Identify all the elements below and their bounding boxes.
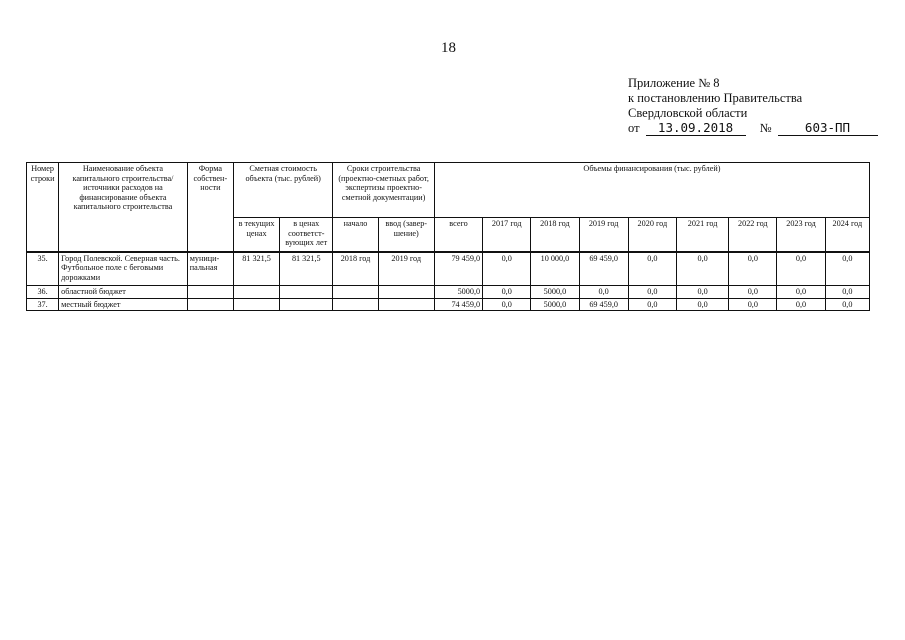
row-year-prices: [280, 286, 333, 299]
row-number: 37.: [27, 298, 59, 311]
row-ownership: [187, 286, 233, 299]
table-row: [27, 298, 870, 311]
row-year-prices: 81 321,5: [280, 252, 333, 286]
row-2024: 0,0: [825, 286, 869, 299]
row-commissioning: 2019 год: [378, 252, 434, 286]
header-start: начало: [333, 218, 378, 252]
header-financing: Объемы финансирования (тыс. рублей): [434, 163, 869, 218]
row-2019: 69 459,0: [579, 298, 628, 311]
row-commissioning: [378, 286, 434, 299]
row-ownership: муници-пальная: [187, 252, 233, 286]
row-2017: 0,0: [483, 252, 531, 286]
row-2018: 10 000,0: [531, 252, 579, 286]
row-2017: 0,0: [483, 298, 531, 311]
page-number: 18: [441, 40, 456, 56]
row-2020: 0,0: [628, 252, 676, 286]
row-object-name: областной бюджет: [59, 286, 188, 299]
row-current-prices: [233, 298, 279, 311]
row-2023: 0,0: [777, 252, 825, 286]
row-object-name: местный бюджет: [59, 298, 188, 311]
row-2021: 0,0: [676, 298, 728, 311]
header-2023: 2023 год: [777, 218, 825, 252]
header-year-prices: в ценах соответст-вующих лет: [280, 218, 333, 252]
row-number: 36.: [27, 286, 59, 299]
row-2019: 69 459,0: [579, 252, 628, 286]
header-2019: 2019 год: [579, 218, 628, 252]
appendix-date-line: [628, 121, 878, 136]
header-2022: 2022 год: [729, 218, 777, 252]
row-total: 79 459,0: [434, 252, 482, 286]
table-row: [27, 252, 870, 286]
appendix-resolution: к постановлению Правительства: [628, 91, 803, 105]
row-commissioning: [378, 298, 434, 311]
header-row-number: Номер строки: [27, 163, 59, 252]
header-current-prices: в текущих ценах: [233, 218, 279, 252]
row-2022: 0,0: [729, 298, 777, 311]
resolution-date: 13.09.2018: [646, 121, 746, 136]
appendix-region: Свердловской области: [628, 106, 748, 120]
row-total: 74 459,0: [434, 298, 482, 311]
table-header-row-1: [27, 163, 870, 218]
row-start: [333, 298, 378, 311]
table-row: [27, 286, 870, 299]
appendix-title: Приложение № 8: [628, 76, 720, 90]
row-number: 35.: [27, 252, 59, 286]
row-total: 5000,0: [434, 286, 482, 299]
header-2024: 2024 год: [825, 218, 869, 252]
number-prefix: №: [759, 121, 772, 135]
date-prefix: от: [628, 121, 640, 135]
resolution-number: 603-ПП: [778, 121, 878, 136]
financing-table: [26, 162, 870, 311]
header-ownership: Форма собствен-ности: [187, 163, 233, 252]
row-2020: 0,0: [628, 298, 676, 311]
header-terms: Сроки строительства (проектно-сметных работ, экспертизы проектно-сметной документации): [333, 163, 434, 218]
row-2018: 5000,0: [531, 298, 579, 311]
row-2023: 0,0: [777, 286, 825, 299]
row-ownership: [187, 298, 233, 311]
row-2024: 0,0: [825, 298, 869, 311]
row-2021: 0,0: [676, 286, 728, 299]
header-estimate: Сметная стоимость объекта (тыс. рублей): [233, 163, 332, 218]
row-2020: 0,0: [628, 286, 676, 299]
header-commissioning: ввод (завер-шение): [378, 218, 434, 252]
row-object-name: Город Полевской. Северная часть. Футбольное поле с беговыми дорожками: [59, 252, 188, 286]
header-object-name: Наименование объекта капитального строительства/ источники расходов на финансирование объекта капитального строительства: [59, 163, 188, 252]
row-current-prices: 81 321,5: [233, 252, 279, 286]
header-2018: 2018 год: [531, 218, 579, 252]
header-2020: 2020 год: [628, 218, 676, 252]
row-2022: 0,0: [729, 252, 777, 286]
row-2023: 0,0: [777, 298, 825, 311]
header-total: всего: [434, 218, 482, 252]
row-start: 2018 год: [333, 252, 378, 286]
row-year-prices: [280, 298, 333, 311]
appendix-block: [628, 76, 878, 136]
row-start: [333, 286, 378, 299]
row-2017: 0,0: [483, 286, 531, 299]
header-2021: 2021 год: [676, 218, 728, 252]
row-2024: 0,0: [825, 252, 869, 286]
row-2021: 0,0: [676, 252, 728, 286]
row-2022: 0,0: [729, 286, 777, 299]
row-current-prices: [233, 286, 279, 299]
row-2018: 5000,0: [531, 286, 579, 299]
header-2017: 2017 год: [483, 218, 531, 252]
row-2019: 0,0: [579, 286, 628, 299]
